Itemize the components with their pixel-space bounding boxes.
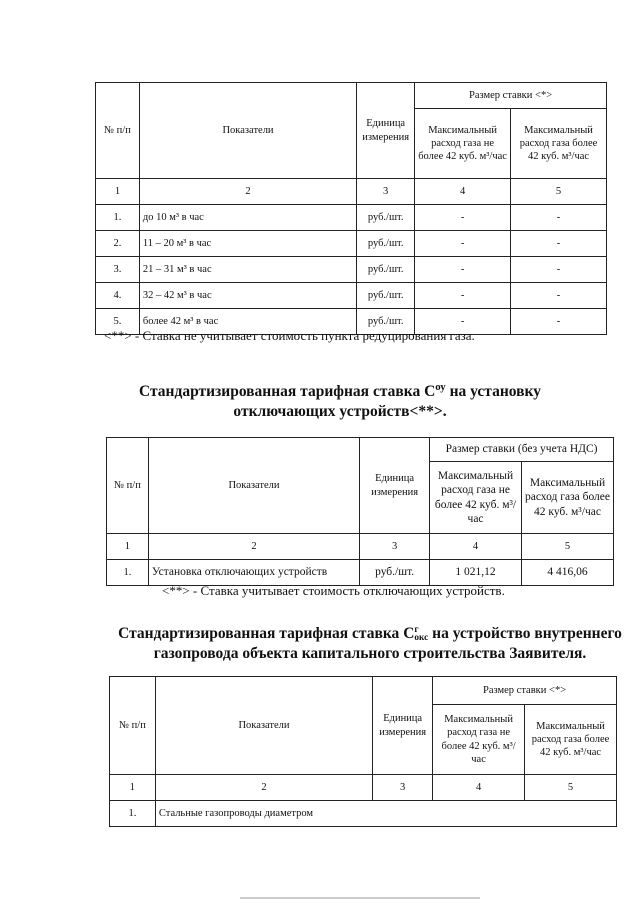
title-superscript: оу <box>435 381 446 393</box>
table-row <box>107 560 614 586</box>
row-value-b: - <box>511 257 607 283</box>
table-row <box>96 257 607 283</box>
numbering-cell: 3 <box>360 534 430 560</box>
col-indicator-header: Показатели <box>148 438 359 534</box>
title-line-2: газопровода объекта капитального строительства Заявителя. <box>153 645 587 663</box>
row-indicator: Установка отключающих устройств <box>148 560 359 586</box>
row-value-a: - <box>415 231 511 257</box>
footnote-reduction-point: <**> - Ставка не учитывает стоимость пункта редуцирования газа. <box>104 328 475 343</box>
numbering-row <box>110 775 617 801</box>
table-shutoff-rates <box>106 437 614 586</box>
row-num: 1. <box>110 801 156 827</box>
row-indicator: до 10 м³ в час <box>139 205 356 231</box>
row-unit: руб./шт. <box>360 560 430 586</box>
row-num: 3. <box>96 257 140 283</box>
numbering-cell: 5 <box>511 179 607 205</box>
section-title-shutoff-devices <box>120 380 560 422</box>
subheader-max-gt-42: Максимальный расход газа более 42 куб. м³/час <box>511 109 607 179</box>
numbering-row <box>96 179 607 205</box>
footnote-shutoff-devices: <**> - Ставка учитывает стоимость отключающих устройств. <box>162 583 505 598</box>
title-line-2: отключающих устройств<**>. <box>233 403 447 421</box>
row-num: 1. <box>96 205 140 231</box>
row-num: 4. <box>96 283 140 309</box>
rate-header: Размер ставки <*> <box>433 677 617 705</box>
row-indicator: Стальные газопроводы диаметром <box>155 801 616 827</box>
table-row <box>96 283 607 309</box>
row-num: 1. <box>107 560 149 586</box>
title-suffix: на устройство внутреннего <box>428 625 622 642</box>
numbering-cell: 1 <box>107 534 149 560</box>
numbering-cell: 2 <box>155 775 372 801</box>
row-indicator: 21 – 31 м³ в час <box>139 257 356 283</box>
numbering-cell: 4 <box>415 179 511 205</box>
col-unit-header: Единица измерения <box>360 438 430 534</box>
col-unit-header: Единица измерения <box>373 677 433 775</box>
col-indicator-header: Показатели <box>155 677 372 775</box>
table-row <box>96 205 607 231</box>
row-unit: руб./шт. <box>357 231 415 257</box>
rate-header: Размер ставки (без учета НДС) <box>430 438 614 462</box>
subheader-max-gt-42: Максимальный расход газа более 42 куб. м³/час <box>522 462 614 534</box>
title-prefix: Стандартизированная тарифная ставка С <box>139 383 436 401</box>
row-value-b: - <box>511 309 607 335</box>
row-num: 5. <box>96 309 140 335</box>
table-row <box>110 801 617 827</box>
col-num-header: № п/п <box>107 438 149 534</box>
title-prefix: Стандартизированная тарифная ставка <box>118 625 404 642</box>
scan-artifact <box>240 897 480 899</box>
subheader-max-le-42: Максимальный расход газа не более 42 куб. м³/час <box>433 705 525 775</box>
row-value-a: - <box>415 205 511 231</box>
section-title-internal-pipeline <box>100 624 640 664</box>
row-value-a: - <box>415 309 511 335</box>
row-value-b: 4 416,06 <box>522 560 614 586</box>
row-num: 2. <box>96 231 140 257</box>
table-row <box>96 231 607 257</box>
row-value-b: - <box>511 283 607 309</box>
numbering-cell: 1 <box>110 775 156 801</box>
row-indicator: более 42 м³ в час <box>139 309 356 335</box>
row-indicator: 11 – 20 м³ в час <box>139 231 356 257</box>
col-indicator-header: Показатели <box>139 83 356 179</box>
numbering-cell: 5 <box>522 534 614 560</box>
title-subscript: окс <box>414 633 429 644</box>
numbering-cell: 4 <box>433 775 525 801</box>
col-num-header: № п/п <box>110 677 156 775</box>
row-unit: руб./шт. <box>357 309 415 335</box>
numbering-cell: 2 <box>139 179 356 205</box>
row-unit: руб./шт. <box>357 283 415 309</box>
table-connection-rates <box>95 82 607 335</box>
subheader-max-gt-42: Максимальный расход газа более 42 куб. м³/час <box>525 705 617 775</box>
numbering-cell: 1 <box>96 179 140 205</box>
subheader-max-le-42: Максимальный расход газа не более 42 куб. м³/час <box>415 109 511 179</box>
row-unit: руб./шт. <box>357 205 415 231</box>
row-value-a: 1 021,12 <box>430 560 522 586</box>
table-internal-pipeline-rates <box>109 676 617 827</box>
col-num-header: № п/п <box>96 83 140 179</box>
numbering-cell: 4 <box>430 534 522 560</box>
numbering-cell: 2 <box>148 534 359 560</box>
row-value-a: - <box>415 257 511 283</box>
rate-header: Размер ставки <*> <box>415 83 607 109</box>
title-superscript: г <box>414 625 419 636</box>
subheader-max-le-42: Максимальный расход газа не более 42 куб. м³/час <box>430 462 522 534</box>
row-value-b: - <box>511 231 607 257</box>
title-suffix: на установку <box>445 383 541 401</box>
row-value-b: - <box>511 205 607 231</box>
numbering-row <box>107 534 614 560</box>
col-unit-header: Единица измерения <box>357 83 415 179</box>
row-value-a: - <box>415 283 511 309</box>
title-symbol: С <box>403 625 415 642</box>
numbering-cell: 5 <box>525 775 617 801</box>
numbering-cell: 3 <box>357 179 415 205</box>
row-unit: руб./шт. <box>357 257 415 283</box>
numbering-cell: 3 <box>373 775 433 801</box>
row-indicator: 32 – 42 м³ в час <box>139 283 356 309</box>
